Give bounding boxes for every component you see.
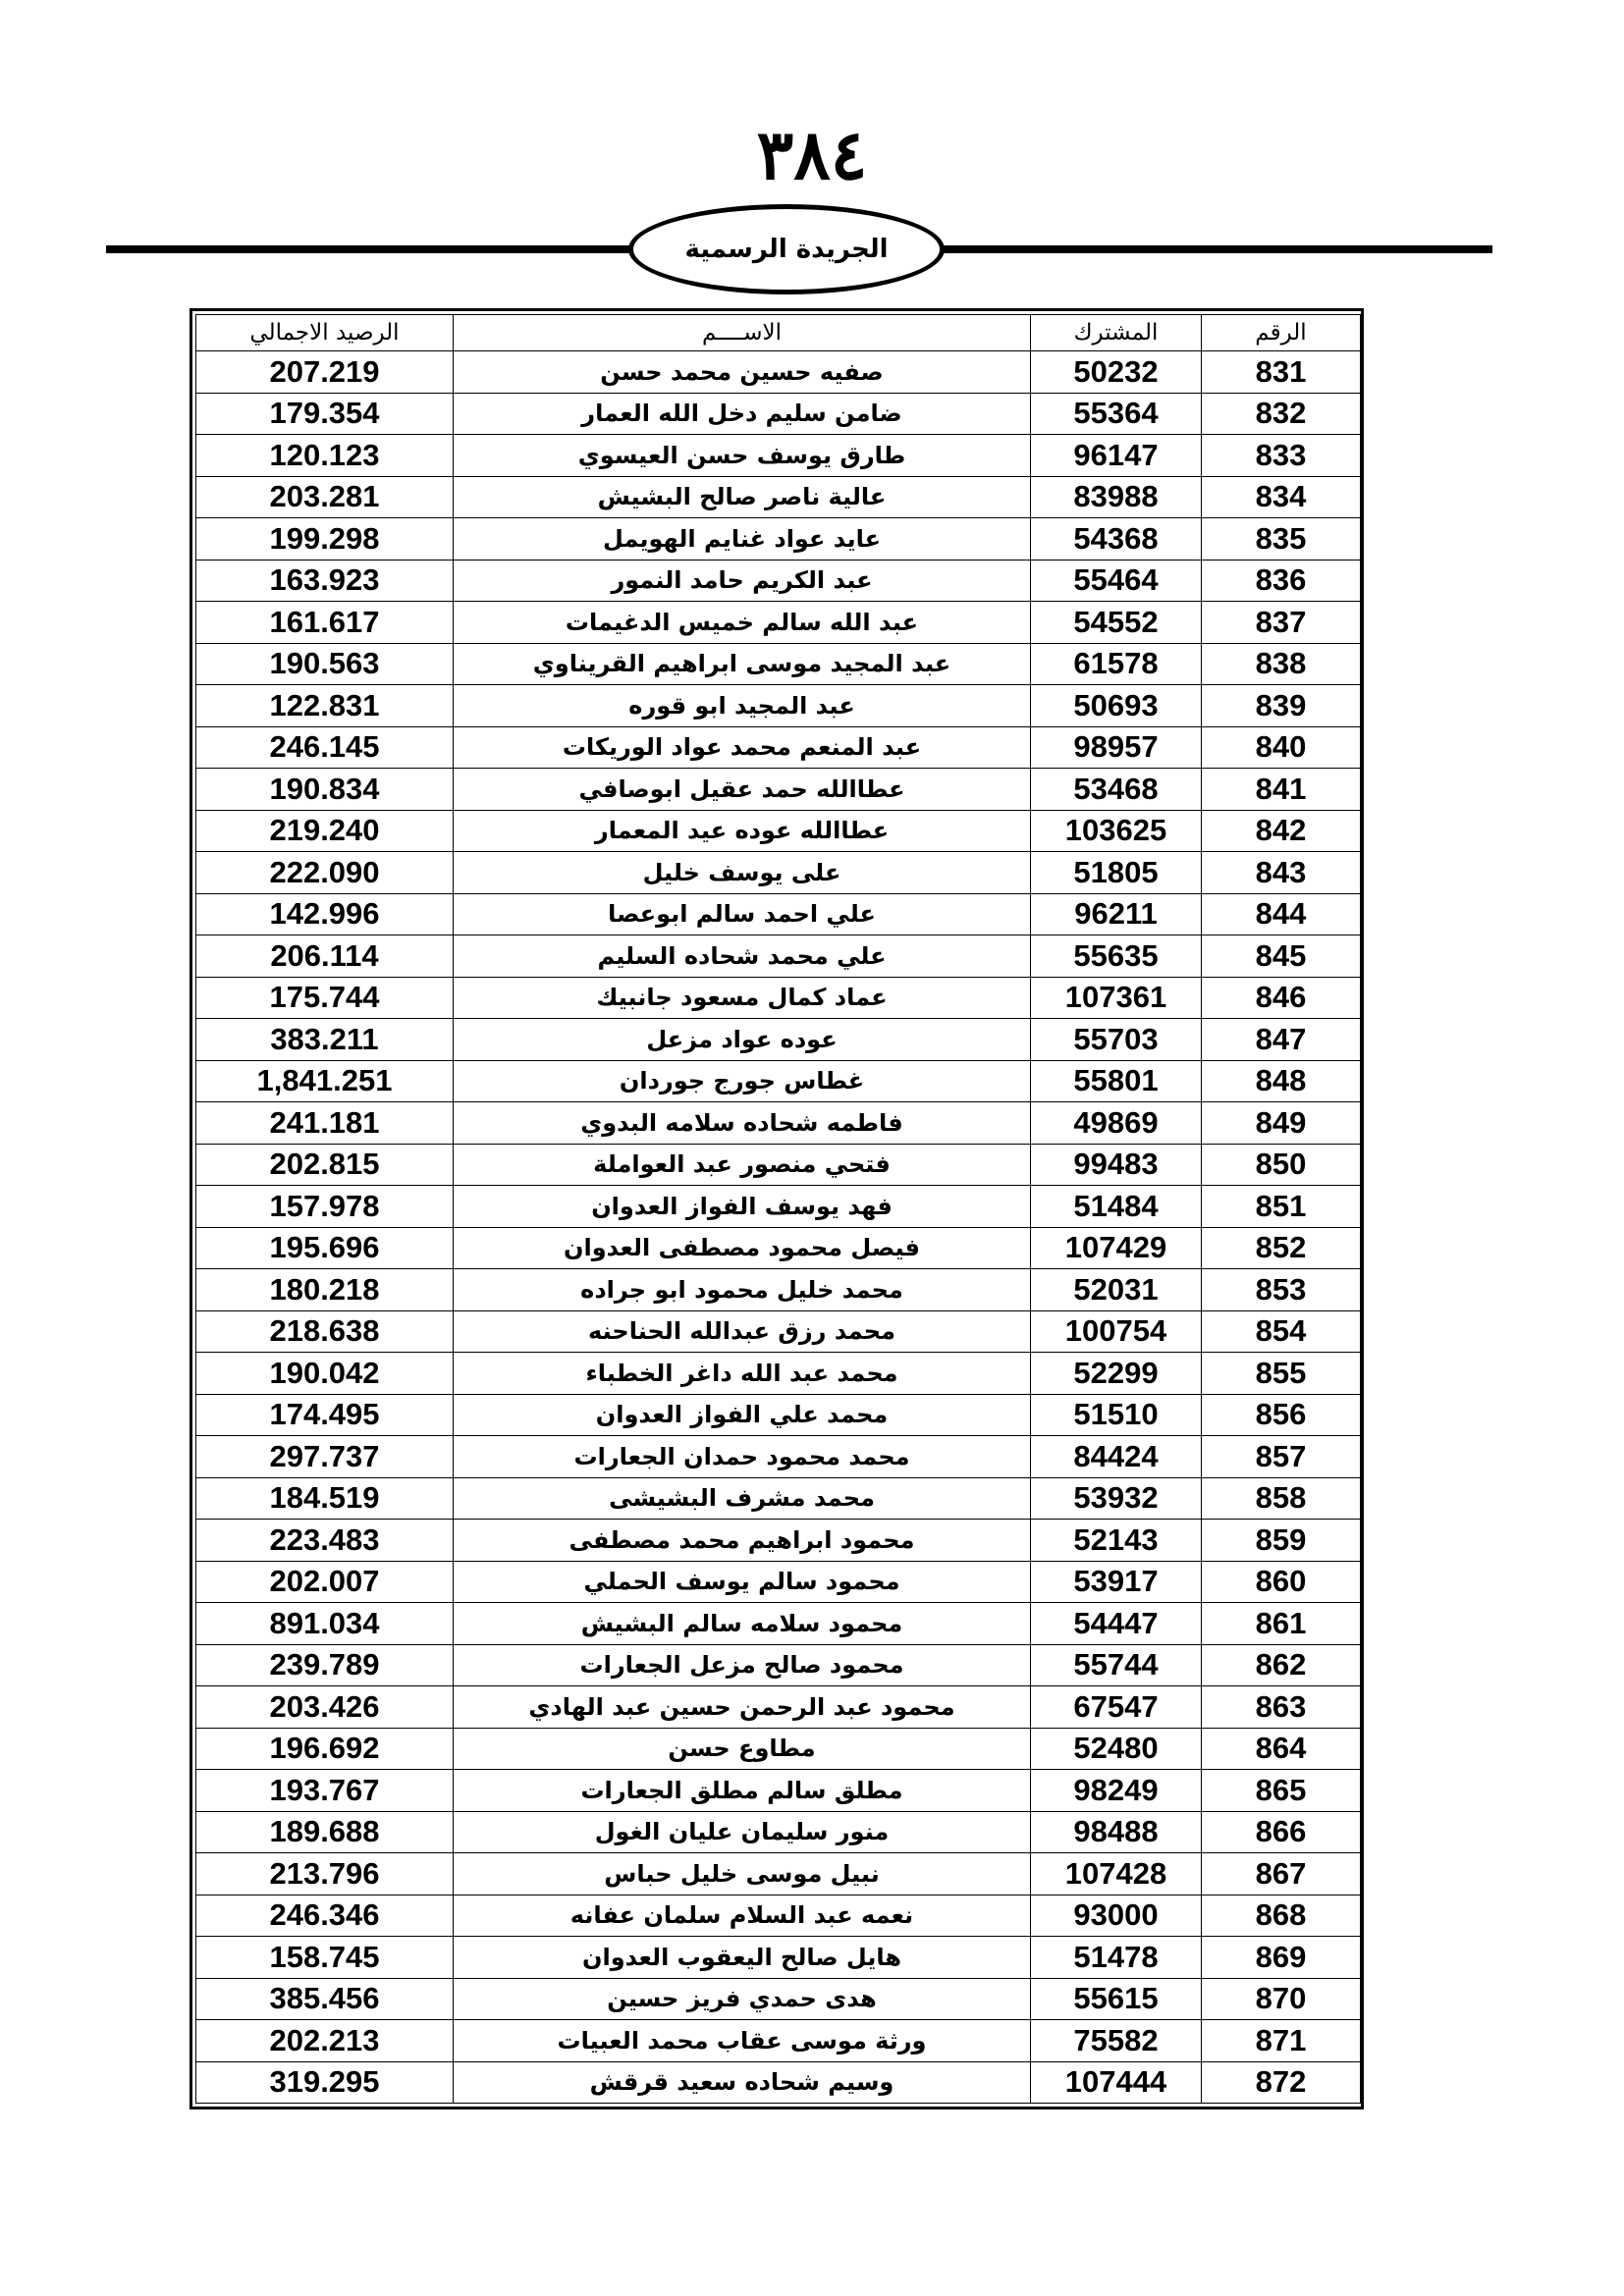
cell-balance: 158.745 xyxy=(196,1937,454,1979)
cell-subscriber: 98957 xyxy=(1031,726,1202,769)
cell-subscriber: 53468 xyxy=(1031,769,1202,811)
cell-subscriber: 98488 xyxy=(1031,1811,1202,1853)
cell-number: 872 xyxy=(1202,2061,1361,2104)
cell-balance: 319.295 xyxy=(196,2061,454,2104)
cell-subscriber: 52480 xyxy=(1031,1728,1202,1770)
cell-name: مطاوع حسن xyxy=(454,1728,1031,1770)
table-row xyxy=(196,1603,1361,1645)
cell-name: عبد الكريم حامد النمور xyxy=(454,560,1031,602)
table-row xyxy=(196,769,1361,811)
cell-name: وسيم شحاده سعيد قرقش xyxy=(454,2061,1031,2104)
cell-balance: 190.834 xyxy=(196,769,454,811)
cell-number: 870 xyxy=(1202,1978,1361,2020)
cell-balance: 161.617 xyxy=(196,602,454,644)
cell-number: 846 xyxy=(1202,977,1361,1019)
cell-balance: 193.767 xyxy=(196,1770,454,1812)
table-body xyxy=(196,351,1361,2104)
cell-balance: 219.240 xyxy=(196,810,454,852)
cell-balance: 175.744 xyxy=(196,977,454,1019)
table-row xyxy=(196,1853,1361,1896)
table-row xyxy=(196,560,1361,602)
cell-name: عبد الله سالم خميس الدغيمات xyxy=(454,602,1031,644)
table-row xyxy=(196,476,1361,518)
cell-balance: 207.219 xyxy=(196,351,454,394)
table-row xyxy=(196,1978,1361,2020)
cell-name: هايل صالح اليعقوب العدوان xyxy=(454,1937,1031,1979)
cell-number: 847 xyxy=(1202,1019,1361,1061)
cell-number: 867 xyxy=(1202,1853,1361,1896)
cell-balance: 157.978 xyxy=(196,1186,454,1228)
cell-subscriber: 55744 xyxy=(1031,1644,1202,1686)
cell-subscriber: 93000 xyxy=(1031,1895,1202,1937)
cell-subscriber: 96147 xyxy=(1031,435,1202,477)
cell-number: 831 xyxy=(1202,351,1361,394)
cell-subscriber: 55635 xyxy=(1031,935,1202,978)
cell-subscriber: 107444 xyxy=(1031,2061,1202,2104)
table-row xyxy=(196,2020,1361,2062)
cell-name: نعمه عبد السلام سلمان عفانه xyxy=(454,1895,1031,1937)
cell-subscriber: 55464 xyxy=(1031,560,1202,602)
cell-number: 866 xyxy=(1202,1811,1361,1853)
cell-name: فيصل محمود مصطفى العدوان xyxy=(454,1227,1031,1269)
cell-name: فتحي منصور عبد العواملة xyxy=(454,1144,1031,1186)
cell-number: 845 xyxy=(1202,935,1361,978)
table-row xyxy=(196,1895,1361,1937)
cell-number: 832 xyxy=(1202,393,1361,435)
cell-subscriber: 107361 xyxy=(1031,977,1202,1019)
cell-number: 853 xyxy=(1202,1269,1361,1311)
table-row xyxy=(196,1227,1361,1269)
table-row xyxy=(196,1686,1361,1729)
cell-balance: 190.042 xyxy=(196,1353,454,1395)
cell-number: 851 xyxy=(1202,1186,1361,1228)
table-row xyxy=(196,810,1361,852)
cell-balance: 202.213 xyxy=(196,2020,454,2062)
cell-subscriber: 52031 xyxy=(1031,1269,1202,1311)
cell-balance: 196.692 xyxy=(196,1728,454,1770)
cell-subscriber: 50693 xyxy=(1031,685,1202,727)
cell-subscriber: 51510 xyxy=(1031,1394,1202,1436)
cell-name: مطلق سالم مطلق الجعارات xyxy=(454,1770,1031,1812)
cell-number: 836 xyxy=(1202,560,1361,602)
cell-name: عبد المنعم محمد عواد الوريكات xyxy=(454,726,1031,769)
cell-balance: 163.923 xyxy=(196,560,454,602)
cell-balance: 202.815 xyxy=(196,1144,454,1186)
table-row xyxy=(196,1520,1361,1562)
cell-name: عبد المجيد ابو قوره xyxy=(454,685,1031,727)
cell-name: محمود ابراهيم محمد مصطفى xyxy=(454,1520,1031,1562)
table-row xyxy=(196,1937,1361,1979)
cell-number: 861 xyxy=(1202,1603,1361,1645)
cell-number: 839 xyxy=(1202,685,1361,727)
cell-number: 864 xyxy=(1202,1728,1361,1770)
cell-subscriber: 55703 xyxy=(1031,1019,1202,1061)
cell-name: نبيل موسى خليل حباس xyxy=(454,1853,1031,1896)
table-row xyxy=(196,1186,1361,1228)
cell-name: غطاس جورج جوردان xyxy=(454,1060,1031,1102)
cell-subscriber: 55615 xyxy=(1031,1978,1202,2020)
cell-subscriber: 51484 xyxy=(1031,1186,1202,1228)
cell-name: عطاالله حمد عقيل ابوصافي xyxy=(454,769,1031,811)
cell-balance: 385.456 xyxy=(196,1978,454,2020)
table-row xyxy=(196,1310,1361,1353)
cell-balance: 122.831 xyxy=(196,685,454,727)
table-row xyxy=(196,1811,1361,1853)
cell-balance: 383.211 xyxy=(196,1019,454,1061)
cell-name: عطاالله عوده عيد المعمار xyxy=(454,810,1031,852)
subscribers-table-frame xyxy=(189,308,1364,2109)
cell-balance: 246.346 xyxy=(196,1895,454,1937)
cell-subscriber: 54552 xyxy=(1031,602,1202,644)
cell-balance: 218.638 xyxy=(196,1310,454,1353)
table-row xyxy=(196,602,1361,644)
cell-balance: 199.298 xyxy=(196,518,454,561)
table-row xyxy=(196,726,1361,769)
cell-balance: 120.123 xyxy=(196,435,454,477)
cell-balance: 241.181 xyxy=(196,1102,454,1145)
cell-number: 860 xyxy=(1202,1561,1361,1603)
cell-number: 869 xyxy=(1202,1937,1361,1979)
cell-subscriber: 99483 xyxy=(1031,1144,1202,1186)
cell-number: 848 xyxy=(1202,1060,1361,1102)
cell-number: 854 xyxy=(1202,1310,1361,1353)
cell-subscriber: 100754 xyxy=(1031,1310,1202,1353)
table-row xyxy=(196,935,1361,978)
cell-subscriber: 51478 xyxy=(1031,1937,1202,1979)
cell-number: 835 xyxy=(1202,518,1361,561)
cell-name: علي احمد سالم ابوعصا xyxy=(454,893,1031,935)
cell-name: فهد يوسف الفواز العدوان xyxy=(454,1186,1031,1228)
cell-number: 862 xyxy=(1202,1644,1361,1686)
cell-subscriber: 103625 xyxy=(1031,810,1202,852)
cell-balance: 174.495 xyxy=(196,1394,454,1436)
table-row xyxy=(196,1728,1361,1770)
cell-name: عايد عواد غنايم الهويمل xyxy=(454,518,1031,561)
cell-subscriber: 75582 xyxy=(1031,2020,1202,2062)
cell-balance: 213.796 xyxy=(196,1853,454,1896)
header-balance: الرصيد الاجمالي xyxy=(196,315,454,351)
subscribers-table xyxy=(195,314,1361,2104)
table-row xyxy=(196,1477,1361,1520)
cell-balance: 142.996 xyxy=(196,893,454,935)
cell-balance: 223.483 xyxy=(196,1520,454,1562)
cell-number: 843 xyxy=(1202,852,1361,894)
cell-number: 842 xyxy=(1202,810,1361,852)
cell-name: عبد المجيد موسى ابراهيم القريناوي xyxy=(454,643,1031,685)
cell-number: 833 xyxy=(1202,435,1361,477)
table-row xyxy=(196,1102,1361,1145)
cell-balance: 246.145 xyxy=(196,726,454,769)
cell-number: 852 xyxy=(1202,1227,1361,1269)
table-row xyxy=(196,852,1361,894)
cell-name: محمد علي الفواز العدوان xyxy=(454,1394,1031,1436)
cell-subscriber: 83988 xyxy=(1031,476,1202,518)
cell-number: 859 xyxy=(1202,1520,1361,1562)
cell-name: عالية ناصر صالح البشيش xyxy=(454,476,1031,518)
cell-name: منور سليمان عليان الغول xyxy=(454,1811,1031,1853)
table-row xyxy=(196,2061,1361,2104)
cell-name: هدى حمدي فريز حسين xyxy=(454,1978,1031,2020)
cell-balance: 202.007 xyxy=(196,1561,454,1603)
cell-subscriber: 55801 xyxy=(1031,1060,1202,1102)
cell-name: محمود صالح مزعل الجعارات xyxy=(454,1644,1031,1686)
cell-subscriber: 55364 xyxy=(1031,393,1202,435)
cell-number: 837 xyxy=(1202,602,1361,644)
cell-subscriber: 61578 xyxy=(1031,643,1202,685)
table-row xyxy=(196,1436,1361,1478)
cell-subscriber: 49869 xyxy=(1031,1102,1202,1145)
cell-number: 863 xyxy=(1202,1686,1361,1729)
cell-name: علي محمد شحاده السليم xyxy=(454,935,1031,978)
cell-balance: 891.034 xyxy=(196,1603,454,1645)
cell-number: 849 xyxy=(1202,1102,1361,1145)
header-name: الاســــم xyxy=(454,315,1031,351)
cell-number: 841 xyxy=(1202,769,1361,811)
table-row xyxy=(196,518,1361,561)
table-row xyxy=(196,1561,1361,1603)
cell-subscriber: 53932 xyxy=(1031,1477,1202,1520)
cell-number: 838 xyxy=(1202,643,1361,685)
cell-balance: 203.281 xyxy=(196,476,454,518)
header-number: الرقم xyxy=(1202,315,1361,351)
cell-name: محمد خليل محمود ابو جراده xyxy=(454,1269,1031,1311)
table-row xyxy=(196,393,1361,435)
cell-number: 868 xyxy=(1202,1895,1361,1937)
gazette-title: الجريدة الرسمية xyxy=(684,235,889,264)
page-number: ٣٨٤ xyxy=(756,114,868,195)
cell-subscriber: 53917 xyxy=(1031,1561,1202,1603)
cell-number: 858 xyxy=(1202,1477,1361,1520)
cell-balance: 179.354 xyxy=(196,393,454,435)
cell-subscriber: 84424 xyxy=(1031,1436,1202,1478)
cell-subscriber: 107428 xyxy=(1031,1853,1202,1896)
cell-subscriber: 96211 xyxy=(1031,893,1202,935)
cell-name: محمد مشرف البشيشى xyxy=(454,1477,1031,1520)
cell-name: محمود عبد الرحمن حسين عبد الهادي xyxy=(454,1686,1031,1729)
cell-balance: 184.519 xyxy=(196,1477,454,1520)
cell-balance: 203.426 xyxy=(196,1686,454,1729)
cell-name: محمد رزق عبدالله الحناحنه xyxy=(454,1310,1031,1353)
table-row xyxy=(196,435,1361,477)
table-row xyxy=(196,1144,1361,1186)
cell-subscriber: 52299 xyxy=(1031,1353,1202,1395)
table-row xyxy=(196,1353,1361,1395)
table-row xyxy=(196,643,1361,685)
cell-subscriber: 54368 xyxy=(1031,518,1202,561)
cell-subscriber: 98249 xyxy=(1031,1770,1202,1812)
table-row xyxy=(196,351,1361,394)
cell-name: ورثة موسى عقاب محمد العبيات xyxy=(454,2020,1031,2062)
cell-name: محمد عبد الله داغر الخطباء xyxy=(454,1353,1031,1395)
table-row xyxy=(196,1060,1361,1102)
cell-name: صفيه حسين محمد حسن xyxy=(454,351,1031,394)
cell-number: 871 xyxy=(1202,2020,1361,2062)
cell-number: 840 xyxy=(1202,726,1361,769)
table-row xyxy=(196,1019,1361,1061)
cell-subscriber: 107429 xyxy=(1031,1227,1202,1269)
cell-balance: 189.688 xyxy=(196,1811,454,1853)
table-row xyxy=(196,1770,1361,1812)
cell-name: عوده عواد مزعل xyxy=(454,1019,1031,1061)
cell-subscriber: 51805 xyxy=(1031,852,1202,894)
table-row xyxy=(196,1269,1361,1311)
cell-number: 850 xyxy=(1202,1144,1361,1186)
cell-name: محمود سلامه سالم البشيش xyxy=(454,1603,1031,1645)
cell-subscriber: 54447 xyxy=(1031,1603,1202,1645)
cell-name: محمد محمود حمدان الجعارات xyxy=(454,1436,1031,1478)
cell-name: عماد كمال مسعود جانبيك xyxy=(454,977,1031,1019)
table-header-row xyxy=(196,315,1361,351)
table-row xyxy=(196,893,1361,935)
cell-name: فاطمه شحاده سلامه البدوي xyxy=(454,1102,1031,1145)
cell-balance: 206.114 xyxy=(196,935,454,978)
cell-number: 857 xyxy=(1202,1436,1361,1478)
cell-balance: 239.789 xyxy=(196,1644,454,1686)
table-row xyxy=(196,1394,1361,1436)
cell-number: 865 xyxy=(1202,1770,1361,1812)
cell-balance: 180.218 xyxy=(196,1269,454,1311)
cell-number: 855 xyxy=(1202,1353,1361,1395)
cell-number: 834 xyxy=(1202,476,1361,518)
table-row xyxy=(196,685,1361,727)
table-row xyxy=(196,977,1361,1019)
header-subscriber: المشترك xyxy=(1031,315,1202,351)
cell-balance: 297.737 xyxy=(196,1436,454,1478)
cell-balance: 1,841.251 xyxy=(196,1060,454,1102)
cell-subscriber: 67547 xyxy=(1031,1686,1202,1729)
cell-balance: 195.696 xyxy=(196,1227,454,1269)
cell-name: على يوسف خليل xyxy=(454,852,1031,894)
gazette-title-oval xyxy=(628,204,945,294)
cell-name: محمود سالم يوسف الحملي xyxy=(454,1561,1031,1603)
cell-number: 856 xyxy=(1202,1394,1361,1436)
cell-name: ضامن سليم دخل الله العمار xyxy=(454,393,1031,435)
cell-balance: 222.090 xyxy=(196,852,454,894)
table-row xyxy=(196,1644,1361,1686)
cell-number: 844 xyxy=(1202,893,1361,935)
cell-subscriber: 50232 xyxy=(1031,351,1202,394)
cell-subscriber: 52143 xyxy=(1031,1520,1202,1562)
cell-name: طارق يوسف حسن العيسوي xyxy=(454,435,1031,477)
cell-balance: 190.563 xyxy=(196,643,454,685)
